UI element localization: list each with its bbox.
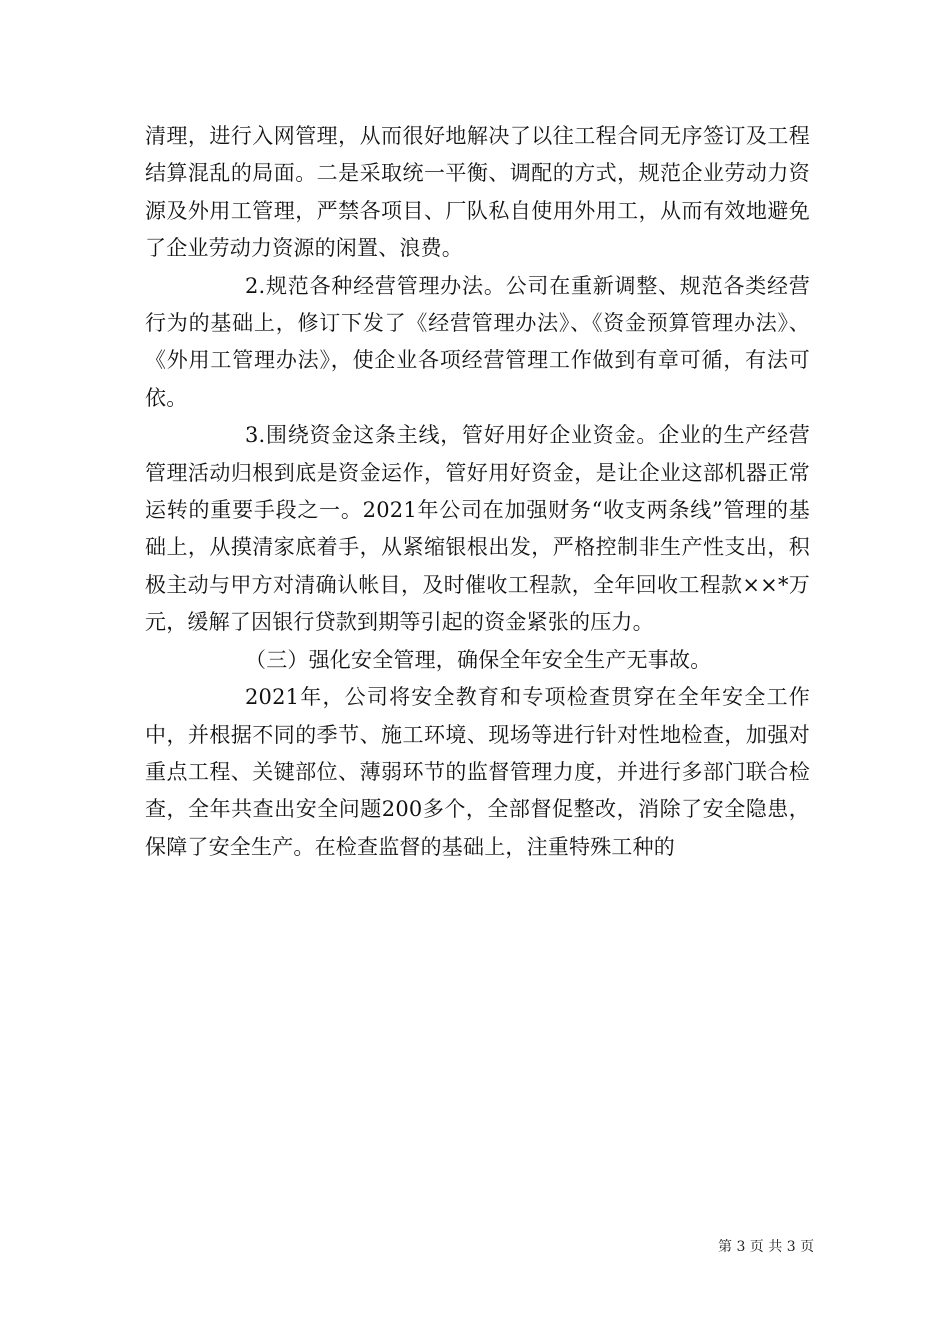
paragraph-capital-management: 3.围绕资金这条主线，管好用好企业资金。企业的生产经营管理活动归根到底是资金运作，管好用好资金，是让企业这部机器正常运转的重要手段之一。2021年公司在加强财务“收支两条线”管理的基础上，从摸清家底着手，从紧缩银根出发，严格控制非生产性支出，积极主动与甲方对清确认帐目，及时催收工程款，全年回收工程款××*万元，缓解了因银行贷款到期等引起的资金紧张的压力。	[145, 423, 810, 635]
paragraph-management-measures: 2.规范各种经营管理办法。公司在重新调整、规范各类经营行为的基础上，修订下发了《经营管理办法》、《资金预算管理办法》、《外用工管理办法》，使企业各项经营管理工作做到有章可循，有法可依。	[145, 273, 810, 410]
paragraph-safety-inspection: 2021年，公司将安全教育和专项检查贯穿在全年安全工作中，并根据不同的季节、施工环境、现场等进行针对性地检查，加强对重点工程、关键部位、薄弱环节的监督管理力度，并进行多部门联合检查，全年共查出安全问题200多个，全部督促整改，消除了安全隐患，保障了安全生产。在检查监督的基础上，注重特殊工种的	[145, 685, 810, 859]
document-body	[145, 118, 810, 866]
paragraph-labor-management: 清理，进行入网管理，从而很好地解决了以往工程合同无序签订及工程结算混乱的局面。二是采取统一平衡、调配的方式，规范企业劳动力资源及外用工管理，严禁各项目、厂队私自使用外用工，从而有效地避免了企业劳动力资源的闲置、浪费。	[145, 124, 810, 261]
page-number: 第 3 页 共 3 页	[718, 1239, 815, 1255]
section-heading-safety: （三）强化安全管理，确保全年安全生产无事故。	[245, 647, 712, 672]
